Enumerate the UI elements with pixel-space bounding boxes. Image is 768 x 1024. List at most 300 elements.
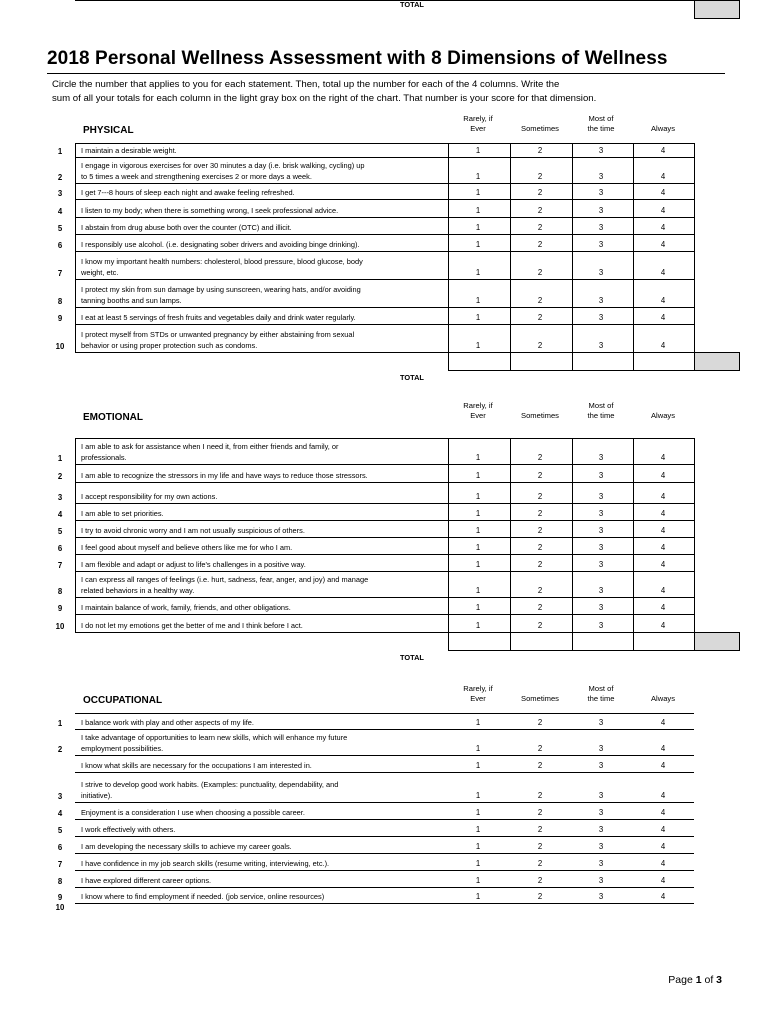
item-number: 7 [57,860,63,869]
column-header-line-2: Always [650,410,676,420]
rating-option-4[interactable]: 4 [660,621,666,630]
row-divider [75,482,694,483]
rating-option-2[interactable]: 2 [537,718,543,727]
rating-option-2[interactable]: 2 [537,188,543,197]
item-number: 8 [57,877,63,886]
item-statement-line: I balance work with play and other aspects of my life. [81,717,254,727]
row-divider [75,772,694,773]
column-header-line-2: the time [587,693,615,703]
table-row [0,554,768,571]
rating-option-2[interactable]: 2 [537,172,543,181]
rating-option-4[interactable]: 4 [660,492,666,501]
rating-option-4[interactable]: 4 [660,603,666,612]
rating-option-2[interactable]: 2 [537,586,543,595]
item-statement-line: I can express all ranges of feelings (i.e. hurt, sadness, fear, anger, and joy) and manage [81,575,369,584]
rating-option-2[interactable]: 2 [537,526,543,535]
row-divider [75,836,694,837]
item-statement-line: I am able to ask for assistance when I need it, from either friends and family, or [81,442,339,451]
rating-option-1[interactable]: 1 [475,240,481,249]
row-divider [75,614,694,615]
table-top-border [75,143,694,144]
rating-option-4[interactable]: 4 [660,876,666,885]
item-statement-line: I engage in vigorous exercises for over 30 minutes a day (i.e. brisk walking, cycling) up [81,161,365,170]
rating-option-3[interactable]: 3 [598,859,604,868]
item-number: 1 [57,454,63,463]
rating-option-4[interactable]: 4 [660,453,666,462]
item-number: 6 [57,544,63,553]
row-divider [75,802,694,803]
rating-option-1[interactable]: 1 [475,313,481,322]
column-header-1 [448,401,508,420]
rating-option-1[interactable]: 1 [475,560,481,569]
row-divider [75,554,694,555]
row-divider [75,279,694,280]
rating-option-4[interactable]: 4 [660,268,666,277]
instructions [52,78,732,106]
rating-option-1[interactable]: 1 [475,744,481,753]
table-row [0,217,768,234]
rating-option-1[interactable]: 1 [475,146,481,155]
column-header-line-2: Ever [470,123,486,133]
rating-option-3[interactable]: 3 [598,825,604,834]
rating-option-4[interactable]: 4 [660,188,666,197]
column-header-line-2: Sometimes [521,410,559,420]
rating-option-3[interactable]: 3 [598,586,604,595]
footer-of: of [701,974,717,986]
rating-option-4[interactable]: 4 [660,296,666,305]
row-divider [75,853,694,854]
column-divider [510,143,511,370]
table-row [0,307,768,324]
item-statement-line: I have confidence in my job search skills (resume writing, interviewing, etc.). [81,858,330,868]
item-statement-line: I accept responsibility for my own actions. [81,491,218,501]
table-row [0,199,768,217]
item-statement [81,543,443,554]
rating-option-1[interactable]: 1 [475,761,481,770]
item-statement [81,442,443,463]
table-left-border [75,143,76,352]
item-number: 4 [57,809,63,818]
item-number: 2 [57,173,63,182]
rating-option-4[interactable]: 4 [660,892,666,901]
column-header-line-1: Most of [588,401,614,410]
column-header-3 [571,684,631,703]
item-number: 10 [55,903,65,912]
rating-option-1[interactable]: 1 [475,223,481,232]
item-number: 2 [57,472,63,481]
rating-option-2[interactable]: 2 [537,296,543,305]
section-title: EMOTIONAL [83,412,143,423]
item-statement [81,526,443,537]
rating-option-2[interactable]: 2 [537,859,543,868]
rating-option-4[interactable]: 4 [660,543,666,552]
rating-option-3[interactable]: 3 [598,492,604,501]
table-row [0,482,768,503]
rating-option-1[interactable]: 1 [475,296,481,305]
rating-option-4[interactable]: 4 [660,842,666,851]
item-statement [81,761,443,772]
item-number: 8 [57,587,63,596]
row-divider [75,755,694,756]
table-row [0,157,768,183]
item-statement-line: I am able to recognize the stressors in my life and have ways to reduce those stressors. [81,470,368,480]
row-divider [75,464,694,465]
rating-option-1[interactable]: 1 [475,808,481,817]
table-left-border [75,438,76,632]
rating-option-3[interactable]: 3 [598,603,604,612]
item-statement [81,509,443,520]
item-statement-line: I work effectively with others. [81,824,176,834]
column-header-line-1: Rarely, if [463,114,493,123]
rating-option-1[interactable]: 1 [475,892,481,901]
rating-option-3[interactable]: 3 [598,240,604,249]
item-statement [81,257,443,278]
rating-option-3[interactable]: 3 [598,808,604,817]
table-row [0,887,768,903]
item-statement [81,188,443,199]
item-number: 4 [57,510,63,519]
item-number: 1 [57,719,63,728]
item-statement [81,471,443,482]
rating-option-3[interactable]: 3 [598,744,604,753]
rating-option-1[interactable]: 1 [475,268,481,277]
column-header-line-1 [633,114,693,124]
rating-option-4[interactable]: 4 [660,791,666,800]
rating-option-3[interactable]: 3 [598,791,604,800]
column-header-2 [510,114,570,133]
column-header-line-1: Rarely, if [463,401,493,410]
row-divider [75,571,694,572]
item-number: 6 [57,843,63,852]
item-number: 9 [57,314,63,323]
table-row [0,234,768,251]
item-statement-line: weight, etc. [81,267,119,277]
row-divider [75,251,694,252]
column-header-line-1 [510,401,570,411]
rating-option-2[interactable]: 2 [537,892,543,901]
rating-option-2[interactable]: 2 [537,268,543,277]
item-statement-line: professionals. [81,452,127,462]
item-statement [81,492,443,503]
row-divider [75,352,694,353]
column-divider [694,438,695,650]
table-row [0,755,768,772]
rating-option-4[interactable]: 4 [660,471,666,480]
rating-option-4[interactable]: 4 [660,859,666,868]
rating-option-2[interactable]: 2 [537,603,543,612]
rating-option-3[interactable]: 3 [598,172,604,181]
table-row [0,143,768,157]
rating-option-4[interactable]: 4 [660,825,666,834]
rating-option-2[interactable]: 2 [537,509,543,518]
item-number: 10 [55,342,65,351]
rating-option-4[interactable]: 4 [660,509,666,518]
rating-option-2[interactable]: 2 [537,492,543,501]
rating-option-2[interactable]: 2 [537,543,543,552]
score-box[interactable] [694,632,740,651]
rating-option-1[interactable]: 1 [475,471,481,480]
rating-option-2[interactable]: 2 [537,560,543,569]
rating-option-2[interactable]: 2 [537,876,543,885]
column-header-line-2: Always [650,693,676,703]
rating-option-3[interactable]: 3 [598,313,604,322]
rating-option-4[interactable]: 4 [660,146,666,155]
row-divider [75,217,694,218]
row-divider [75,199,694,200]
item-number: 3 [57,792,63,801]
rating-option-2[interactable]: 2 [537,761,543,770]
rating-option-4[interactable]: 4 [660,808,666,817]
rating-option-3[interactable]: 3 [598,453,604,462]
table-row [0,324,768,352]
rating-option-3[interactable]: 3 [598,842,604,851]
rating-option-3[interactable]: 3 [598,296,604,305]
rating-option-2[interactable]: 2 [537,842,543,851]
column-header-3 [571,401,631,420]
rating-option-3[interactable]: 3 [598,509,604,518]
rating-option-4[interactable]: 4 [660,761,666,770]
item-statement-line: I try to avoid chronic worry and I am not usually suspicious of others. [81,525,305,535]
item-number: 4 [57,207,63,216]
table-row [0,571,768,597]
item-number: 5 [57,826,63,835]
table-row [0,870,768,887]
row-divider [75,520,694,521]
total-label: TOTAL [400,653,424,662]
footer-page-total: 3 [716,974,722,986]
rating-option-3[interactable]: 3 [598,146,604,155]
rating-option-3[interactable]: 3 [598,188,604,197]
rating-option-3[interactable]: 3 [598,761,604,770]
column-header-1 [448,684,508,703]
row-divider [75,503,694,504]
item-statement [81,859,443,870]
item-statement-line: I have explored different career options. [81,875,212,885]
rating-option-4[interactable]: 4 [660,313,666,322]
item-statement [81,146,443,157]
row-divider [75,183,694,184]
row-divider [75,307,694,308]
rating-option-2[interactable]: 2 [537,808,543,817]
rating-option-3[interactable]: 3 [598,471,604,480]
row-divider [75,729,694,730]
rating-option-4[interactable]: 4 [660,586,666,595]
rating-option-2[interactable]: 2 [537,621,543,630]
item-number: 5 [57,527,63,536]
rating-option-1[interactable]: 1 [475,586,481,595]
item-statement [81,240,443,251]
rating-option-2[interactable]: 2 [537,825,543,834]
footer-page-number: 1 [695,974,702,986]
rating-option-4[interactable]: 4 [660,223,666,232]
row-divider [75,819,694,820]
column-divider [572,143,573,370]
score-box[interactable] [694,352,740,371]
item-statement-line: I get 7---8 hours of sleep each night and awake feeling refreshed. [81,187,295,197]
item-statement-line: I know what skills are necessary for the occupations I am interested in. [81,760,312,770]
item-statement-line: Enjoyment is a consideration I use when choosing a possible career. [81,807,305,817]
rating-option-2[interactable]: 2 [537,341,543,350]
total-label: TOTAL [400,373,424,382]
item-number: 3 [57,493,63,502]
item-statement-line: I am developing the necessary skills to achieve my career goals. [81,841,292,851]
row-divider [75,887,694,888]
row-divider [75,157,694,158]
item-statement-line: I maintain a desirable weight. [81,145,177,155]
table-row [0,713,768,729]
row-divider [75,597,694,598]
column-header-line-1 [633,401,693,411]
rating-option-3[interactable]: 3 [598,560,604,569]
rating-option-4[interactable]: 4 [660,718,666,727]
table-row [0,537,768,554]
column-header-line-1: Most of [588,114,614,123]
table-row [0,464,768,482]
item-number: 9 [57,604,63,613]
rating-option-2[interactable]: 2 [537,313,543,322]
rating-option-3[interactable]: 3 [598,718,604,727]
rating-option-1[interactable]: 1 [475,526,481,535]
instructions-line-1: Circle the number that applies to you for each statement. Then, total up the number for each of the 4 columns. Write the [52,79,560,90]
rating-option-1[interactable]: 1 [475,791,481,800]
row-divider [75,324,694,325]
column-header-line-2: the time [587,410,615,420]
rating-option-3[interactable]: 3 [598,223,604,232]
column-header-line-2: Sometimes [521,693,559,703]
item-statement-line: I protect my skin from sun damage by using sunscreen, wearing hats, and/or avoiding [81,285,361,294]
rating-option-1[interactable]: 1 [475,206,481,215]
item-statement [81,780,443,801]
rating-option-1[interactable]: 1 [475,859,481,868]
rating-option-3[interactable]: 3 [598,876,604,885]
column-header-line-2: Sometimes [521,123,559,133]
item-statement-line: related behaviors in a healthy way. [81,585,195,595]
column-header-line-1 [633,684,693,694]
item-statement [81,621,443,632]
rating-option-3[interactable]: 3 [598,526,604,535]
item-statement [81,330,443,351]
rating-option-1[interactable]: 1 [475,718,481,727]
score-box[interactable] [694,0,740,19]
column-header-2 [510,684,570,703]
item-number: 9 [57,893,63,902]
item-statement-line: initiative). [81,790,113,800]
item-number: 8 [57,297,63,306]
item-statement [81,825,443,836]
rating-option-1[interactable]: 1 [475,509,481,518]
item-statement [81,313,443,324]
rating-option-2[interactable]: 2 [537,744,543,753]
rating-option-4[interactable]: 4 [660,744,666,753]
table-row [0,251,768,279]
rating-option-2[interactable]: 2 [537,471,543,480]
rating-option-1[interactable]: 1 [475,876,481,885]
rating-option-1[interactable]: 1 [475,825,481,834]
rating-option-2[interactable]: 2 [537,791,543,800]
rating-option-3[interactable]: 3 [598,621,604,630]
rating-option-4[interactable]: 4 [660,526,666,535]
rating-option-2[interactable]: 2 [537,240,543,249]
footer-prefix: Page [668,974,696,986]
column-divider [448,438,449,650]
item-statement-line: I listen to my body; when there is something wrong, I seek professional advice. [81,205,339,215]
table-row [0,614,768,632]
item-statement-line: I do not let my emotions get the better of me and I think before I act. [81,620,303,630]
rating-option-2[interactable]: 2 [537,146,543,155]
rating-option-1[interactable]: 1 [475,188,481,197]
rating-option-3[interactable]: 3 [598,543,604,552]
rating-option-3[interactable]: 3 [598,268,604,277]
rating-option-1[interactable]: 1 [475,492,481,501]
item-statement-line: I am flexible and adapt or adjust to life's challenges in a positive way. [81,559,306,569]
title-rule [47,73,725,74]
rating-option-2[interactable]: 2 [537,223,543,232]
rating-option-4[interactable]: 4 [660,240,666,249]
item-number: 7 [57,561,63,570]
page-footer [668,974,722,986]
table-row [0,279,768,307]
rating-option-2[interactable]: 2 [537,206,543,215]
rating-option-4[interactable]: 4 [660,172,666,181]
item-statement-line: behavior or using proper protection such as condoms. [81,340,258,350]
rating-option-1[interactable]: 1 [475,341,481,350]
item-statement [81,161,443,182]
item-statement [81,733,443,754]
column-header-4 [633,401,693,420]
rating-option-1[interactable]: 1 [475,172,481,181]
rating-option-1[interactable]: 1 [475,453,481,462]
column-header-4 [633,114,693,133]
row-divider [75,537,694,538]
column-divider [448,143,449,370]
rating-option-1[interactable]: 1 [475,842,481,851]
item-statement [81,808,443,819]
rating-option-1[interactable]: 1 [475,621,481,630]
item-statement [81,575,443,596]
column-header-2 [510,401,570,420]
rating-option-2[interactable]: 2 [537,453,543,462]
item-statement-line: I protect myself from STDs or unwanted pregnancy by either abstaining from sexual [81,330,355,339]
table-top-border [75,713,694,714]
instructions-line-2: sum of all your totals for each column in the light gray box on the right of the chart. That number is your score for that dimension. [52,93,597,104]
rating-option-3[interactable]: 3 [598,206,604,215]
item-statement [81,718,443,729]
item-number: 5 [57,224,63,233]
item-statement [81,603,443,614]
item-statement-line: I feel good about myself and believe others like me for who I am. [81,542,293,552]
rating-option-4[interactable]: 4 [660,560,666,569]
column-divider [510,438,511,650]
item-statement-line: I know my important health numbers: cholesterol, blood pressure, blood glucose, body [81,257,363,266]
item-statement-line: I am able to set priorities. [81,508,164,518]
item-statement-line: tanning booths and sun lamps. [81,295,182,305]
rating-option-3[interactable]: 3 [598,341,604,350]
table-row [0,836,768,853]
table-row [0,183,768,199]
table-row [0,772,768,802]
item-statement [81,206,443,217]
item-statement [81,285,443,306]
column-divider [694,143,695,370]
rating-option-1[interactable]: 1 [475,603,481,612]
rating-option-4[interactable]: 4 [660,206,666,215]
rating-option-1[interactable]: 1 [475,543,481,552]
item-number: 10 [55,622,65,631]
rating-option-4[interactable]: 4 [660,341,666,350]
item-statement [81,876,443,887]
total-row-bottom [448,650,694,651]
rating-option-3[interactable]: 3 [598,892,604,901]
